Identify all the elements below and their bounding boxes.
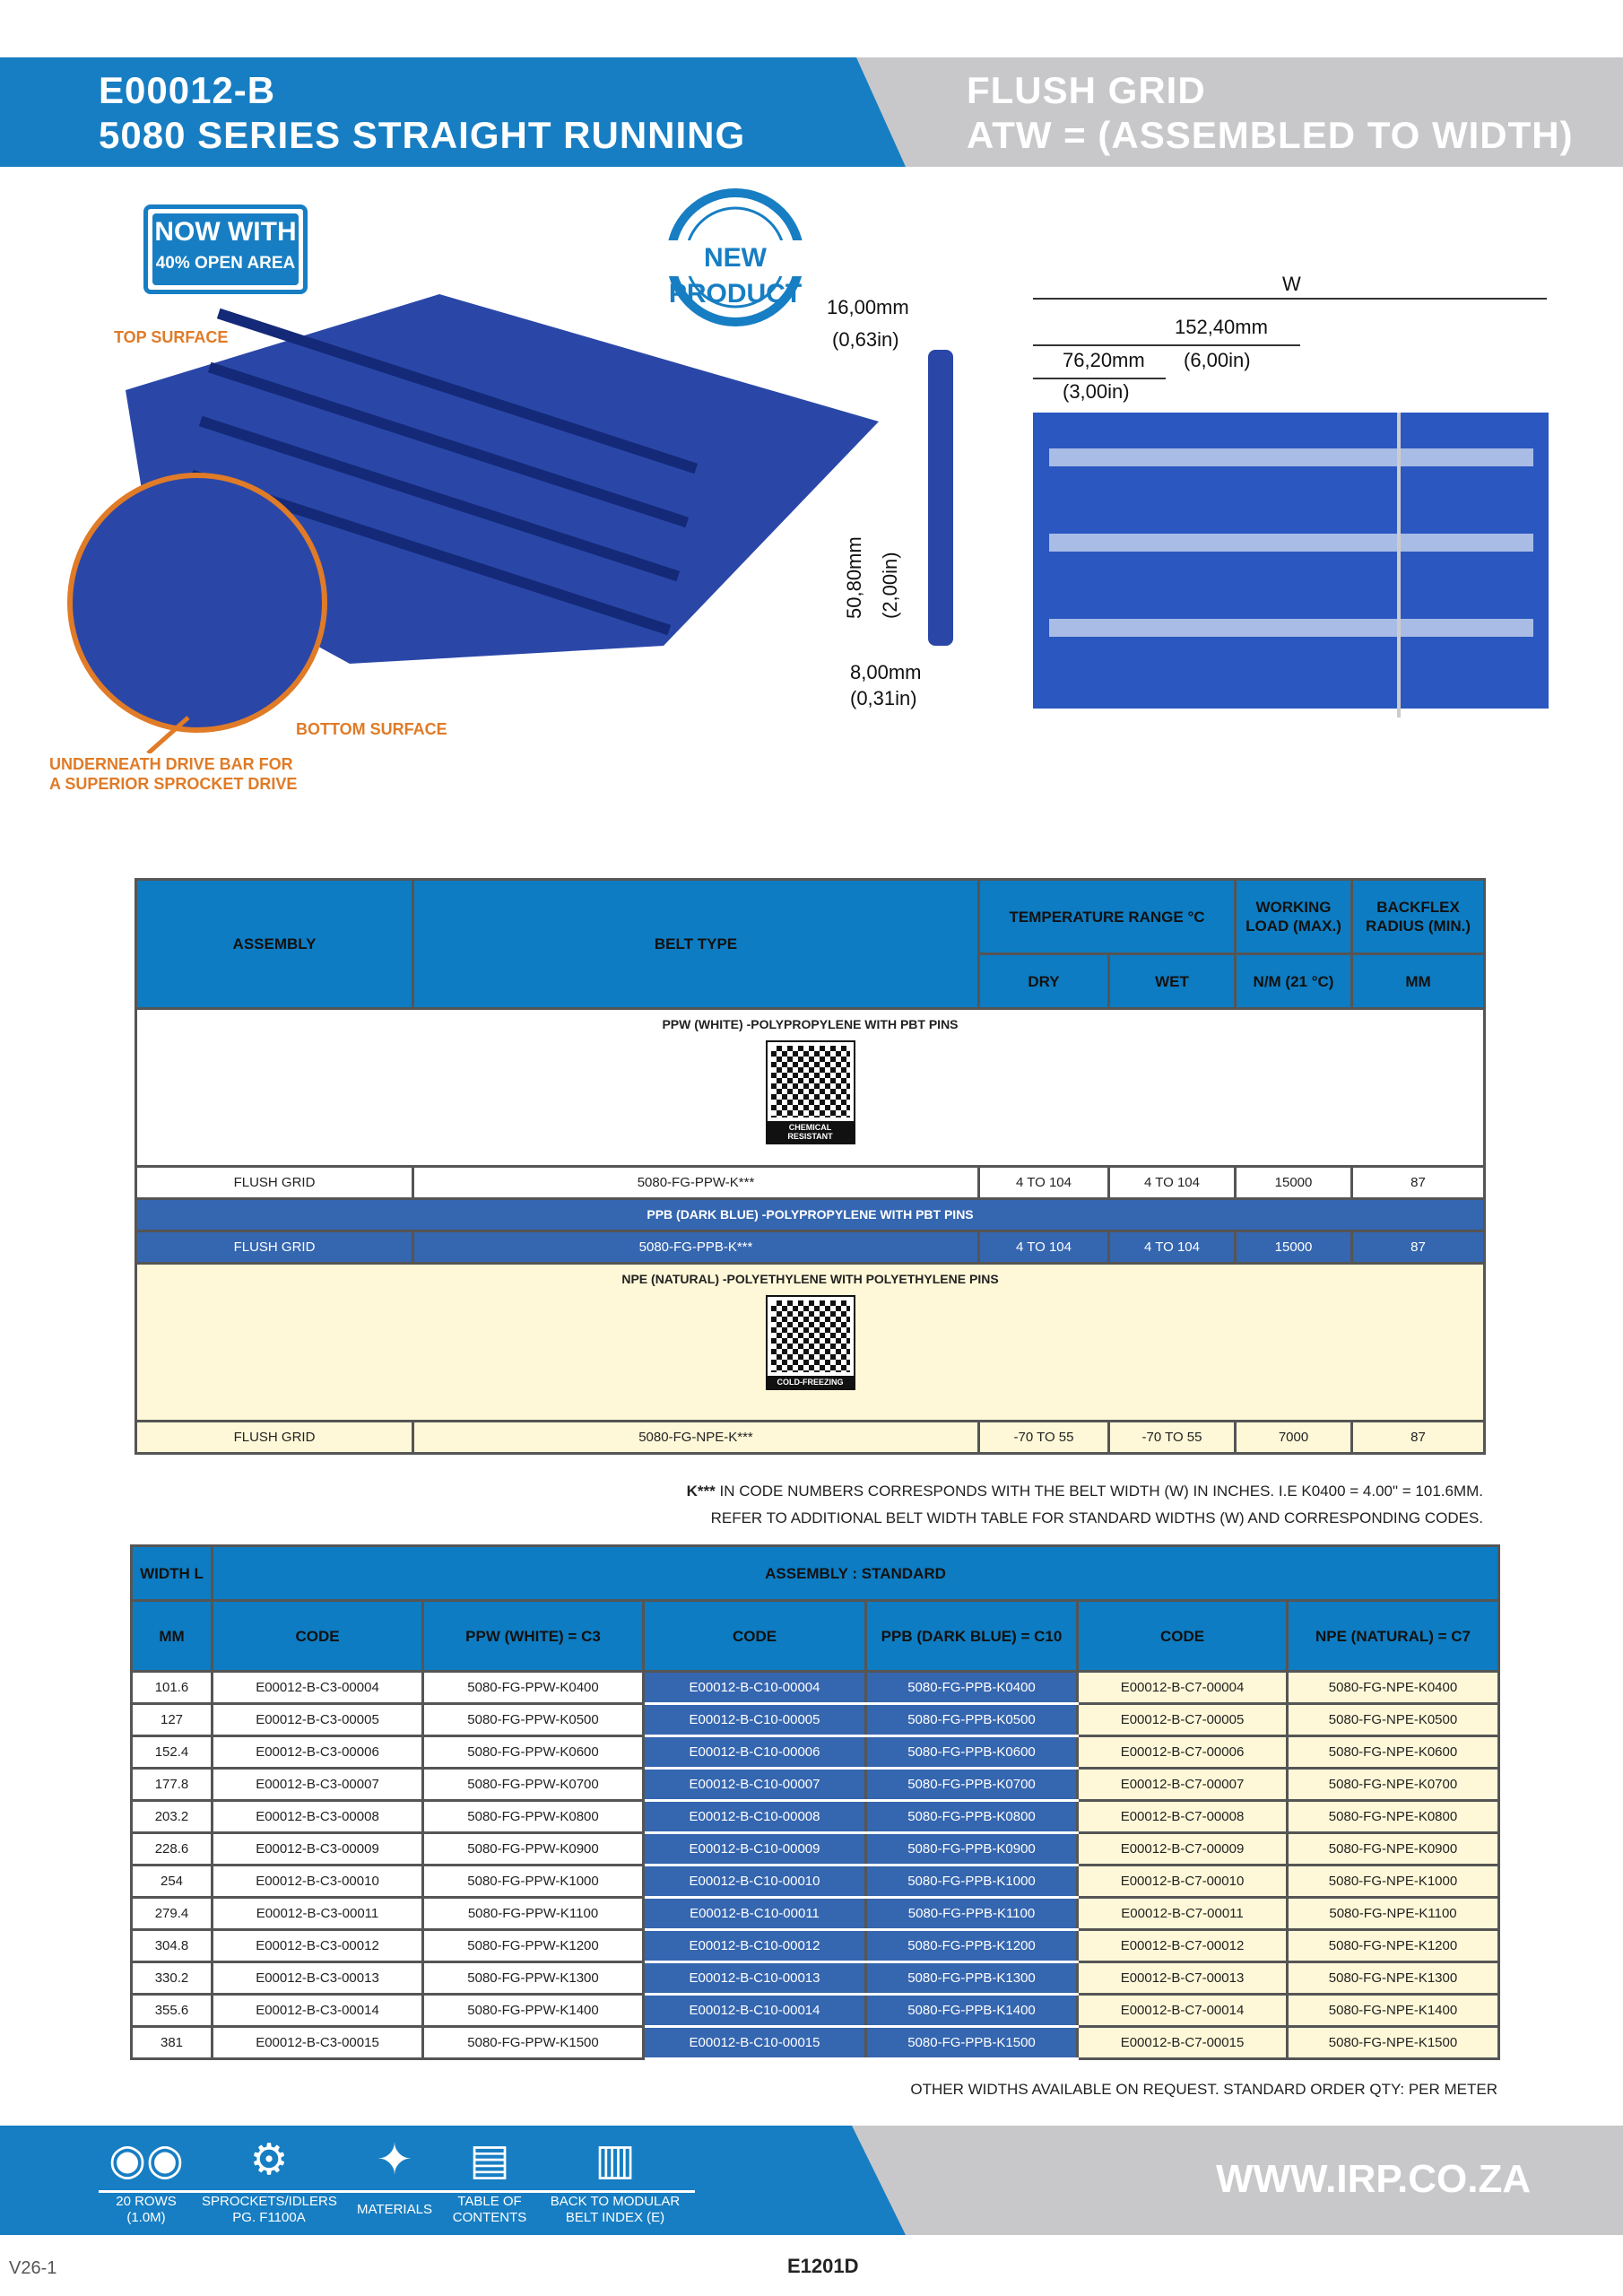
cell-npe-code: E00012-B-C7-00005 [1078, 1704, 1288, 1736]
section-title-text: PPB (DARK BLUE) -POLYPROPYLENE WITH PBT PINS [647, 1207, 974, 1222]
cell-ppb-belt: 5080-FG-PPB-K0500 [866, 1704, 1078, 1736]
cell-assembly: FLUSH GRID [136, 1167, 413, 1199]
note-line-1: IN CODE NUMBERS CORRESPONDS WITH THE BELT WIDTH (W) IN INCHES. I.E K0400 = 4.00" = 101.6MM. [715, 1483, 1483, 1500]
qr-code[interactable] [766, 1040, 855, 1144]
cell-ppw-code: E00012-B-C3-00012 [213, 1930, 423, 1962]
cell-width-mm: 355.6 [132, 1995, 213, 2027]
cell-ppb-code: E00012-B-C10-00008 [644, 1801, 866, 1833]
cell-width-mm: 381 [132, 2027, 213, 2059]
website-link[interactable]: WWW.IRP.CO.ZA [1216, 2157, 1532, 2201]
cell-width-mm: 177.8 [132, 1769, 213, 1801]
footer-link[interactable] [79, 2194, 213, 2226]
cell-ppb-belt: 5080-FG-PPB-K1100 [866, 1898, 1078, 1930]
cell-temp-dry: -70 TO 55 [979, 1422, 1109, 1454]
cell-ppb-belt: 5080-FG-PPB-K0700 [866, 1769, 1078, 1801]
table-row [132, 1962, 1499, 1995]
footer-link-line-2: (1.0M) [126, 2210, 166, 2225]
cell-ppw-code: E00012-B-C3-00008 [213, 1801, 423, 1833]
cell-ppb-belt: 5080-FG-PPB-K1000 [866, 1866, 1078, 1898]
cell-backflex: 87 [1352, 1167, 1485, 1199]
cell-belt-type: 5080-FG-PPB-K*** [413, 1231, 979, 1264]
header-npe: NPE (NATURAL) = C7 [1288, 1601, 1499, 1672]
section-title [136, 1264, 1485, 1422]
cell-working-load: 7000 [1236, 1422, 1352, 1454]
cell-npe-belt: 5080-FG-NPE-K1500 [1288, 2027, 1499, 2059]
footer-link-line-2: CONTENTS [452, 2210, 527, 2225]
header-mm: MM [132, 1601, 213, 1672]
k-code-note [687, 1478, 1483, 1532]
cell-ppb-code: E00012-B-C10-00006 [644, 1736, 866, 1769]
cell-ppb-code: E00012-B-C10-00014 [644, 1995, 866, 2027]
cell-ppb-belt: 5080-FG-PPB-K1200 [866, 1930, 1078, 1962]
header-working-load: WORKING LOAD (MAX.) [1236, 880, 1352, 954]
header-mm: MM [1352, 954, 1485, 1009]
cell-npe-code: E00012-B-C7-00015 [1078, 2027, 1288, 2059]
cell-ppb-code: E00012-B-C10-00013 [644, 1962, 866, 1995]
table-row [132, 1833, 1499, 1866]
cell-temp-dry: 4 TO 104 [979, 1231, 1109, 1264]
footer-link-line-1: 20 ROWS [116, 2194, 177, 2209]
table-row [132, 1704, 1499, 1736]
cell-belt-type: 5080-FG-NPE-K*** [413, 1422, 979, 1454]
header-ppw: PPW (WHITE) = C3 [423, 1601, 644, 1672]
footer-link-line-1: MATERIALS [357, 2202, 432, 2217]
atw-title: ATW = (ASSEMBLED TO WIDTH) [967, 114, 1574, 156]
header-width: WIDTH L [132, 1546, 213, 1601]
cell-ppw-belt: 5080-FG-PPW-K0800 [423, 1801, 644, 1833]
width-label: W [1282, 273, 1301, 295]
cell-ppb-code: E00012-B-C10-00007 [644, 1769, 866, 1801]
bottom-surface-label: BOTTOM SURFACE [296, 720, 447, 738]
qr-label: CHEMICAL RESISTANT [787, 1123, 833, 1141]
cell-npe-belt: 5080-FG-NPE-K1400 [1288, 1995, 1499, 2027]
table-row [136, 1231, 1485, 1264]
product-code: E00012-B [99, 69, 276, 111]
cell-ppw-belt: 5080-FG-PPW-K1100 [423, 1898, 644, 1930]
cell-ppw-code: E00012-B-C3-00014 [213, 1995, 423, 2027]
page-header [0, 57, 1623, 167]
cell-npe-code: E00012-B-C7-00007 [1078, 1769, 1288, 1801]
cell-ppw-belt: 5080-FG-PPW-K0500 [423, 1704, 644, 1736]
rolls-icon[interactable]: ◉◉ [108, 2136, 184, 2184]
table-row [136, 1422, 1485, 1454]
cell-ppb-belt: 5080-FG-PPB-K0900 [866, 1833, 1078, 1866]
cell-width-mm: 228.6 [132, 1833, 213, 1866]
cell-ppb-code: E00012-B-C10-00015 [644, 2027, 866, 2059]
cell-ppb-code: E00012-B-C10-00004 [644, 1672, 866, 1704]
cell-ppw-code: E00012-B-C3-00005 [213, 1704, 423, 1736]
section-title-row [136, 1009, 1485, 1167]
gear-icon[interactable]: ⚙ [249, 2136, 289, 2184]
cell-ppw-code: E00012-B-C3-00013 [213, 1962, 423, 1995]
cell-ppw-belt: 5080-FG-PPW-K0900 [423, 1833, 644, 1866]
qr-label: COLD-FREEZING [777, 1378, 844, 1387]
cell-ppw-code: E00012-B-C3-00011 [213, 1898, 423, 1930]
cell-belt-type: 5080-FG-PPW-K*** [413, 1167, 979, 1199]
cell-ppw-code: E00012-B-C3-00009 [213, 1833, 423, 1866]
version-label: V26-1 [9, 2258, 57, 2278]
document-icon[interactable]: ▤ [469, 2136, 510, 2184]
note-k: K*** [686, 1483, 716, 1500]
header-code-ppw: CODE [213, 1601, 423, 1672]
header-code-ppb: CODE [644, 1601, 866, 1672]
cell-ppb-belt: 5080-FG-PPB-K0400 [866, 1672, 1078, 1704]
cell-ppb-code: E00012-B-C10-00011 [644, 1898, 866, 1930]
cell-ppw-belt: 5080-FG-PPW-K1300 [423, 1962, 644, 1995]
cell-npe-belt: 5080-FG-NPE-K0400 [1288, 1672, 1499, 1704]
cell-npe-code: E00012-B-C7-00009 [1078, 1833, 1288, 1866]
footer-link[interactable] [548, 2194, 682, 2226]
footer-link-line-1: BACK TO MODULAR [550, 2194, 681, 2209]
badge-line-1: NOW WITH [154, 217, 297, 247]
cell-ppb-code: E00012-B-C10-00005 [644, 1704, 866, 1736]
series-title: 5080 SERIES STRAIGHT RUNNING [99, 114, 746, 156]
cell-npe-belt: 5080-FG-NPE-K1200 [1288, 1930, 1499, 1962]
table-row [132, 2027, 1499, 2059]
cell-npe-code: E00012-B-C7-00010 [1078, 1866, 1288, 1898]
cell-assembly: FLUSH GRID [136, 1231, 413, 1264]
cell-temp-dry: 4 TO 104 [979, 1167, 1109, 1199]
cell-width-mm: 152.4 [132, 1736, 213, 1769]
footer-link-line-1: TABLE OF [457, 2194, 522, 2209]
footer-link[interactable] [422, 2194, 557, 2226]
qr-code-icon [768, 1297, 854, 1376]
header-assembly-standard: ASSEMBLY : STANDARD [213, 1546, 1499, 1601]
cell-ppb-belt: 5080-FG-PPB-K1500 [866, 2027, 1078, 2059]
cell-npe-belt: 5080-FG-NPE-K1100 [1288, 1898, 1499, 1930]
open-area-badge [143, 204, 308, 294]
table-row [132, 1995, 1499, 2027]
cell-backflex: 87 [1352, 1231, 1485, 1264]
drive-bar-label-1: UNDERNEATH DRIVE BAR FOR [49, 755, 293, 773]
materials-icon[interactable]: ✦ [376, 2136, 413, 2184]
cell-width-mm: 330.2 [132, 1962, 213, 1995]
cell-ppw-code: E00012-B-C3-00006 [213, 1736, 423, 1769]
qr-code[interactable] [766, 1295, 855, 1390]
footer-link-line-2: BELT INDEX (E) [565, 2210, 665, 2225]
cell-npe-belt: 5080-FG-NPE-K0700 [1288, 1769, 1499, 1801]
cell-ppw-code: E00012-B-C3-00010 [213, 1866, 423, 1898]
new-product-label: NEW PRODUCT [668, 243, 803, 309]
qr-code-icon [768, 1042, 854, 1121]
cell-backflex: 87 [1352, 1422, 1485, 1454]
header-ppb: PPB (DARK BLUE) = C10 [866, 1601, 1078, 1672]
cell-ppw-belt: 5080-FG-PPW-K1400 [423, 1995, 644, 2027]
table-row [132, 1866, 1499, 1898]
badge-line-2: 40% OPEN AREA [155, 254, 296, 273]
section-title-text: PPW (WHITE) -POLYPROPYLENE WITH PBT PINS [662, 1017, 959, 1031]
thickness-in: (0,63in) [832, 328, 899, 351]
thickness-mm: 16,00mm [827, 296, 909, 318]
cell-width-mm: 304.8 [132, 1930, 213, 1962]
footer-link-line-2: PG. F1100A [232, 2210, 306, 2225]
footer-link[interactable] [202, 2194, 336, 2226]
index-icon[interactable]: ▥ [595, 2136, 636, 2184]
bar-mm: 8,00mm [850, 661, 922, 683]
side-profile-drawing [924, 350, 959, 655]
table-row [132, 1801, 1499, 1833]
cell-ppw-code: E00012-B-C3-00004 [213, 1672, 423, 1704]
table-row [132, 1930, 1499, 1962]
table-row [136, 1167, 1485, 1199]
section-title [136, 1199, 1485, 1231]
cell-ppw-belt: 5080-FG-PPW-K0700 [423, 1769, 644, 1801]
header-temperature: TEMPERATURE RANGE °C [979, 880, 1236, 954]
cell-width-mm: 254 [132, 1866, 213, 1898]
cell-ppw-code: E00012-B-C3-00007 [213, 1769, 423, 1801]
cell-width-mm: 203.2 [132, 1801, 213, 1833]
footer-link-line-1: SPROCKETS/IDLERS [202, 2194, 337, 2209]
width-table [130, 1544, 1500, 2060]
pitch-in: (2,00in) [879, 552, 901, 619]
top-surface-label: TOP SURFACE [114, 328, 229, 346]
cell-width-mm: 101.6 [132, 1672, 213, 1704]
table-row [132, 1672, 1499, 1704]
module-mm: 152,40mm [1175, 316, 1268, 338]
header-belt-type: BELT TYPE [413, 880, 979, 1009]
cell-temp-wet: -70 TO 55 [1109, 1422, 1236, 1454]
cell-ppb-code: E00012-B-C10-00009 [644, 1833, 866, 1866]
cell-ppw-code: E00012-B-C3-00015 [213, 2027, 423, 2059]
cell-npe-code: E00012-B-C7-00013 [1078, 1962, 1288, 1995]
cell-npe-code: E00012-B-C7-00004 [1078, 1672, 1288, 1704]
cell-ppw-belt: 5080-FG-PPW-K1000 [423, 1866, 644, 1898]
header-backflex: BACKFLEX RADIUS (MIN.) [1352, 880, 1485, 954]
half-module-mm: 76,20mm [1063, 349, 1145, 371]
belt-type-title: FLUSH GRID [967, 69, 1206, 111]
table-row [132, 1736, 1499, 1769]
spec-table [135, 878, 1486, 1455]
half-module-in: (3,00in) [1063, 380, 1130, 403]
section-title [136, 1009, 1485, 1167]
section-title-row [136, 1264, 1485, 1422]
table-row [132, 1898, 1499, 1930]
cell-working-load: 15000 [1236, 1167, 1352, 1199]
cell-width-mm: 127 [132, 1704, 213, 1736]
cell-npe-code: E00012-B-C7-00011 [1078, 1898, 1288, 1930]
header-wet: WET [1109, 954, 1236, 1009]
cell-npe-belt: 5080-FG-NPE-K1300 [1288, 1962, 1499, 1995]
cell-ppb-code: E00012-B-C10-00010 [644, 1866, 866, 1898]
pitch-mm: 50,80mm [843, 536, 865, 619]
cell-npe-belt: 5080-FG-NPE-K0600 [1288, 1736, 1499, 1769]
cell-npe-code: E00012-B-C7-00008 [1078, 1801, 1288, 1833]
cell-ppw-belt: 5080-FG-PPW-K0600 [423, 1736, 644, 1769]
cell-assembly: FLUSH GRID [136, 1422, 413, 1454]
cell-npe-belt: 5080-FG-NPE-K0900 [1288, 1833, 1499, 1866]
header-code-npe: CODE [1078, 1601, 1288, 1672]
cell-npe-belt: 5080-FG-NPE-K1000 [1288, 1866, 1499, 1898]
cell-ppw-belt: 5080-FG-PPW-K0400 [423, 1672, 644, 1704]
header-dry: DRY [979, 954, 1109, 1009]
cell-ppw-belt: 5080-FG-PPW-K1500 [423, 2027, 644, 2059]
cell-temp-wet: 4 TO 104 [1109, 1167, 1236, 1199]
module-in: (6,00in) [1184, 349, 1251, 371]
section-title-row [136, 1199, 1485, 1231]
cell-npe-code: E00012-B-C7-00012 [1078, 1930, 1288, 1962]
cell-npe-belt: 5080-FG-NPE-K0800 [1288, 1801, 1499, 1833]
cell-working-load: 15000 [1236, 1231, 1352, 1264]
page-number: E1201D [787, 2255, 859, 2277]
cell-ppb-belt: 5080-FG-PPB-K0800 [866, 1801, 1078, 1833]
table-row [132, 1769, 1499, 1801]
belt-illustration [54, 287, 879, 753]
cell-width-mm: 279.4 [132, 1898, 213, 1930]
cell-npe-code: E00012-B-C7-00006 [1078, 1736, 1288, 1769]
cell-ppb-belt: 5080-FG-PPB-K0600 [866, 1736, 1078, 1769]
cell-ppb-belt: 5080-FG-PPB-K1400 [866, 1995, 1078, 2027]
section-title-text: NPE (NATURAL) -POLYETHYLENE WITH POLYETHYLENE PINS [621, 1272, 999, 1286]
cell-ppw-belt: 5080-FG-PPW-K1200 [423, 1930, 644, 1962]
header-nm: N/M (21 °C) [1236, 954, 1352, 1009]
cell-npe-code: E00012-B-C7-00014 [1078, 1995, 1288, 2027]
header-assembly: ASSEMBLY [136, 880, 413, 1009]
cell-temp-wet: 4 TO 104 [1109, 1231, 1236, 1264]
drive-bar-label-2: A SUPERIOR SPROCKET DRIVE [49, 775, 298, 793]
note-line-2: REFER TO ADDITIONAL BELT WIDTH TABLE FOR STANDARD WIDTHS (W) AND CORRESPONDING CODES. [710, 1509, 1483, 1526]
cell-ppb-belt: 5080-FG-PPB-K1300 [866, 1962, 1078, 1995]
bar-in: (0,31in) [850, 687, 917, 709]
cell-ppb-code: E00012-B-C10-00012 [644, 1930, 866, 1962]
cell-npe-belt: 5080-FG-NPE-K0500 [1288, 1704, 1499, 1736]
other-widths-note: OTHER WIDTHS AVAILABLE ON REQUEST. STANDARD ORDER QTY: PER METER [910, 2081, 1497, 2098]
